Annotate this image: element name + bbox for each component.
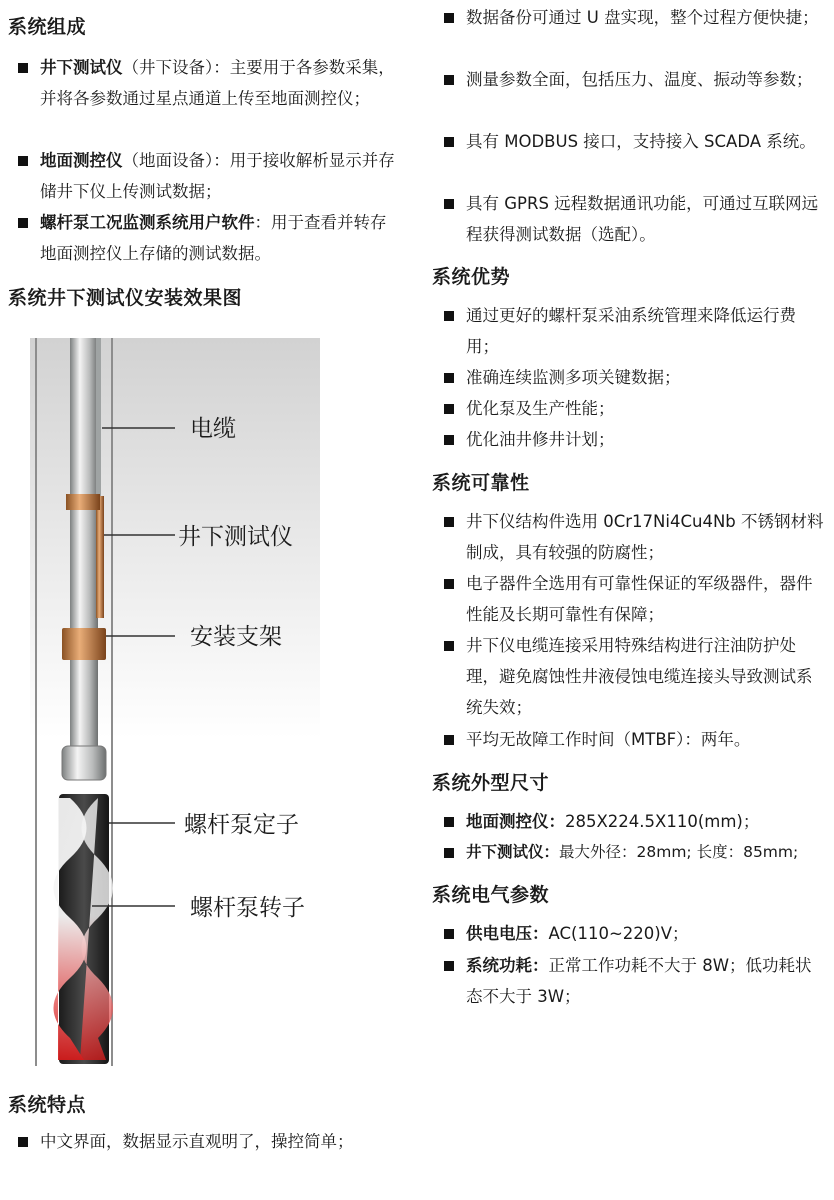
item-term: 螺杆泵工况监测系统用户软件 <box>40 213 255 232</box>
item-text: 优化油井修井计划； <box>466 430 615 449</box>
bullet-square-icon <box>444 75 454 85</box>
heading-install: 系统井下测试仪安装效果图 <box>8 287 243 309</box>
bullet-square-icon <box>444 373 454 383</box>
list-item <box>444 424 828 455</box>
item-text: 具有 GPRS 远程数据通讯功能，可通过互联网远程获得测试数据（选配）。 <box>466 194 819 244</box>
list-item <box>444 806 834 837</box>
bullet-square-icon <box>444 641 454 651</box>
item-text: 数据备份可通过 U 盘实现，整个过程方便快捷； <box>466 8 819 27</box>
item-text: 准确连续监测多项关键数据； <box>466 368 681 387</box>
bullet-square-icon <box>444 848 454 858</box>
tester-clamp <box>66 494 100 510</box>
label-bracket: 安装支架 <box>190 624 282 650</box>
item-text: 井下仪结构件选用 0Cr17Ni4Cu4Nb 不锈钢材料制成，具有较强的防腐性； <box>466 512 824 562</box>
bullet-square-icon <box>444 404 454 414</box>
bullet-square-icon <box>444 929 454 939</box>
list-item <box>444 362 828 393</box>
bullet-square-icon <box>18 1137 28 1147</box>
item-term: 地面测控仪 <box>40 151 123 170</box>
cable <box>96 338 101 498</box>
list-item <box>444 568 828 630</box>
bullet-square-icon <box>444 13 454 23</box>
label-cable: 电缆 <box>190 416 236 442</box>
heading-advantages: 系统优势 <box>432 266 511 288</box>
bullet-square-icon <box>444 961 454 971</box>
list-item <box>444 918 828 949</box>
list-item <box>444 126 828 157</box>
item-text: 优化泵及生产性能； <box>466 399 615 418</box>
item-term: 井下测试仪 <box>40 58 123 77</box>
list-item <box>18 52 402 114</box>
list-item <box>444 188 828 250</box>
label-stator: 螺杆泵定子 <box>184 812 299 838</box>
item-text: 通过更好的螺杆泵采油系统管理来降低运行费用； <box>466 306 796 356</box>
label-tester: 井下测试仪 <box>178 524 293 550</box>
bullet-square-icon <box>444 817 454 827</box>
list-item <box>444 724 828 755</box>
bullet-square-icon <box>444 137 454 147</box>
item-term: 井下测试仪： <box>466 843 560 861</box>
heading-composition: 系统组成 <box>8 16 87 38</box>
item-text: 最大外径：28mm; 长度：85mm; <box>559 843 799 861</box>
item-term: 地面测控仪： <box>466 812 565 831</box>
list-item <box>444 2 828 33</box>
bullet-square-icon <box>18 156 28 166</box>
tester-body <box>96 496 104 618</box>
item-text: 正常工作功耗不大于 8W；低功耗状态不大于 3W； <box>466 956 812 1006</box>
list-item <box>444 837 834 868</box>
heading-dimensions: 系统外型尺寸 <box>432 772 550 794</box>
heading-reliability: 系统可靠性 <box>432 472 530 494</box>
bullet-square-icon <box>18 63 28 73</box>
item-text: 具有 MODBUS 接口，支持接入 SCADA 系统。 <box>466 132 816 151</box>
lower-tubing <box>70 660 98 758</box>
item-text: 平均无故障工作时间（MTBF）：两年。 <box>466 730 751 749</box>
bullet-square-icon <box>444 199 454 209</box>
list-item <box>444 300 828 362</box>
list-item <box>444 393 828 424</box>
list-item <box>444 630 828 723</box>
item-text: （井下设备）：主要用于各参数采集，并将各参数通过星点通道上传至地面测控仪； <box>40 58 395 108</box>
bullet-square-icon <box>444 435 454 445</box>
heading-electrical: 系统电气参数 <box>432 884 550 906</box>
item-text: 中文界面，数据显示直观明了，操控简单； <box>40 1132 354 1151</box>
bullet-square-icon <box>18 218 28 228</box>
list-item <box>18 1126 402 1157</box>
heading-features: 系统特点 <box>8 1094 87 1116</box>
bullet-square-icon <box>444 579 454 589</box>
list-item <box>444 950 828 1012</box>
bullet-square-icon <box>444 311 454 321</box>
install-diagram <box>30 338 320 1066</box>
item-text: 电子器件全选用有可靠性保证的军级器件，器件性能及长期可靠性有保障； <box>466 574 813 624</box>
collar <box>62 746 106 780</box>
item-text: 井下仪电缆连接采用特殊结构进行注油防护处理，避免腐蚀性井液侵蚀电缆连接头导致测试系统失效； <box>466 636 813 717</box>
bullet-square-icon <box>444 517 454 527</box>
list-item <box>18 207 402 269</box>
item-text: （地面设备）：用于接收解析显示并存储井下仪上传测试数据； <box>40 151 395 201</box>
item-text: AC(110~220)V； <box>548 924 689 943</box>
item-term: 供电电压： <box>466 924 549 943</box>
list-item <box>18 145 402 207</box>
bracket <box>62 628 106 660</box>
item-text: ：用于查看并转存地面测控仪上存储的测试数据。 <box>40 213 387 263</box>
bullet-square-icon <box>444 735 454 745</box>
item-text: 测量参数全面，包括压力、温度、振动等参数； <box>466 70 813 89</box>
list-item <box>444 506 828 568</box>
list-item <box>444 64 828 95</box>
item-text: 285X224.5X110(mm)； <box>565 812 760 831</box>
item-term: 系统功耗： <box>466 956 549 975</box>
label-rotor: 螺杆泵转子 <box>190 895 305 921</box>
